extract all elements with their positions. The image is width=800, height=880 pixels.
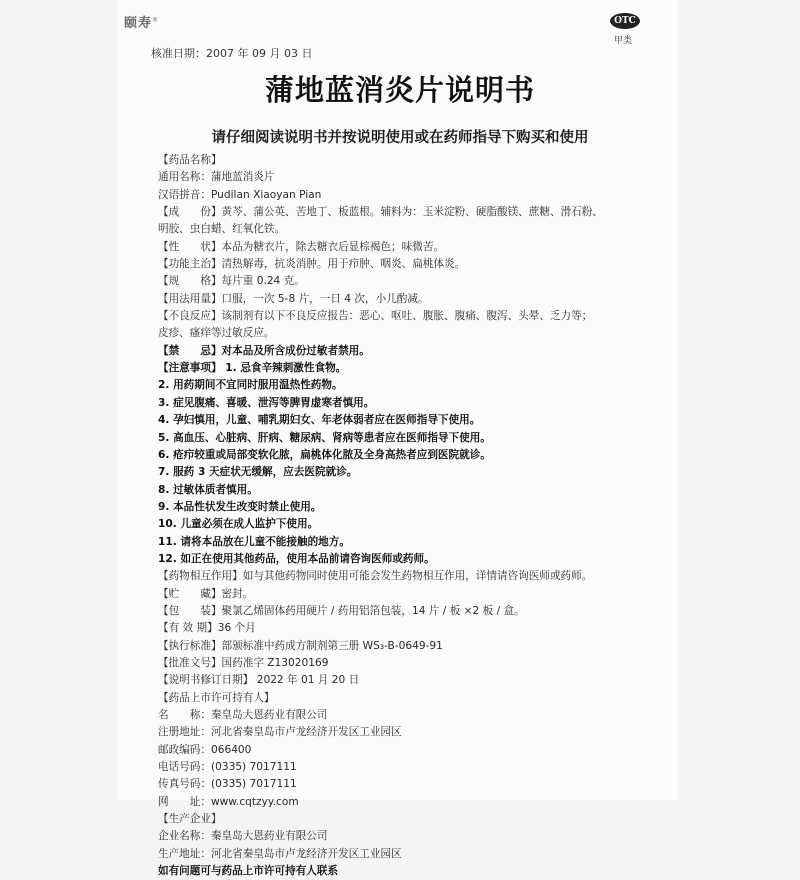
precaution-item: 12. 如正在使用其他药品，使用本品前请咨询医师或药师。 (158, 552, 435, 565)
precaution-item: 【注意事项】 1. 忌食辛辣刺激性食物。 (158, 362, 347, 375)
appearance: 【性 状】本品为糖衣片，除去糖衣后显棕褐色；味微苦。 (158, 240, 445, 253)
contraindications: 【禁 忌】对本品及所含成份过敏者禁用。 (158, 344, 370, 357)
mah-fax: 传真号码：(0335) 7017111 (158, 778, 297, 791)
otc-class-label: 甲类 (614, 36, 633, 46)
precaution-item: 5. 高血压、心脏病、肝病、糖尿病、肾病等患者应在医师指导下使用。 (158, 431, 491, 444)
section-heading-drug-name: 【药品名称】 (158, 154, 222, 166)
section-heading-mah: 【药品上市许可持有人】 (158, 691, 275, 704)
otc-badge: OTC (610, 13, 640, 29)
brand-logo: 颐寿® (124, 16, 160, 31)
mah-website: 网 址：www.cqtzyy.com (158, 795, 299, 808)
ingredients: 【成 份】黄芩、蒲公英、苦地丁、板蓝根。辅料为：玉米淀粉、硬脂酸镁、蔗糖、滑石粉、 (158, 206, 603, 219)
standard: 【执行标准】部颁标准中药成方制剂第三册 WS₃-B-0649-91 (158, 639, 443, 652)
mah-postcode: 邮政编码：066400 (158, 743, 252, 756)
precaution-item: 10. 儿童必须在成人监护下使用。 (158, 518, 319, 531)
adverse-reactions: 【不良反应】该制剂有以下不良反应报告：恶心、呕吐、腹胀、腹痛、腹泻、头晕、乏力等； (158, 310, 593, 323)
pinyin-name: 汉语拼音：Pudilan Xiaoyan Pian (158, 188, 322, 201)
mah-phone: 电话号码：(0335) 7017111 (158, 761, 297, 774)
precaution-item: 3. 症见腹痛、喜暖、泄泻等脾胃虚寒者慎用。 (158, 396, 375, 409)
generic-name: 通用名称：蒲地蓝消炎片 (158, 171, 275, 184)
contact-note: 如有问题可与药品上市许可持有人联系 (158, 865, 339, 878)
leaflet-content (158, 152, 678, 880)
ingredients-continued: 明胶、虫白蜡、红氧化铁。 (158, 223, 286, 236)
precaution-item: 2. 用药期间不宜同时服用温热性药物。 (158, 379, 343, 392)
page-title: 蒲地蓝消炎片说明书 (264, 73, 535, 107)
precaution-item: 4. 孕妇慎用，儿童、哺乳期妇女、年老体弱者应在医师指导下使用。 (158, 414, 481, 427)
storage: 【贮 藏】密封。 (158, 587, 254, 600)
approval-number: 【批准文号】国药准字 Z13020169 (158, 656, 329, 669)
approval-date: 核准日期：2007 年 09 月 03 日 (151, 47, 313, 60)
mah-address: 注册地址：河北省秦皇岛市卢龙经济开发区工业园区 (158, 726, 402, 739)
dosage: 【用法用量】口服，一次 5-8 片，一日 4 次，小儿酌减。 (158, 292, 429, 305)
precaution-item: 7. 服药 3 天症状无缓解，应去医院就诊。 (158, 466, 358, 479)
precaution-item: 8. 过敏体质者慎用。 (158, 483, 258, 496)
shelf-life: 【有 效 期】36 个月 (158, 622, 256, 635)
manufacturer-name: 企业名称：秦皇岛大恩药业有限公司 (158, 830, 328, 843)
specification: 【规 格】每片重 0.24 克。 (158, 275, 305, 288)
revision-date: 【说明书修订日期】 2022 年 01 月 20 日 (158, 674, 360, 687)
precaution-item: 11. 请将本品放在儿童不能接触的地方。 (158, 535, 350, 548)
precaution-item: 9. 本品性状发生改变时禁止使用。 (158, 500, 322, 513)
drug-interactions: 【药物相互作用】如与其他药物同时使用可能会发生药物相互作用，详情请咨询医师或药师。 (158, 570, 593, 583)
section-heading-manufacturer: 【生产企业】 (158, 813, 222, 826)
precaution-item: 6. 疮疖较重或局部变软化脓，扁桃体化脓及全身高热者应到医院就诊。 (158, 448, 491, 461)
indications: 【功能主治】清热解毒，抗炎消肿。用于疖肿、咽炎、扁桃体炎。 (158, 258, 466, 271)
packaging: 【包 装】聚氯乙烯固体药用硬片 / 药用铝箔包装，14 片 / 板 ×2 板 / 盒。 (158, 604, 525, 617)
adverse-reactions-continued: 皮疹、瘙痒等过敏反应。 (158, 327, 275, 340)
mah-name: 名 称：秦皇岛大恩药业有限公司 (158, 709, 328, 721)
page-subtitle: 请仔细阅读说明书并按说明使用或在药师指导下购买和使用 (211, 130, 589, 146)
manufacturer-address: 生产地址：河北省秦皇岛市卢龙经济开发区工业园区 (158, 847, 402, 860)
